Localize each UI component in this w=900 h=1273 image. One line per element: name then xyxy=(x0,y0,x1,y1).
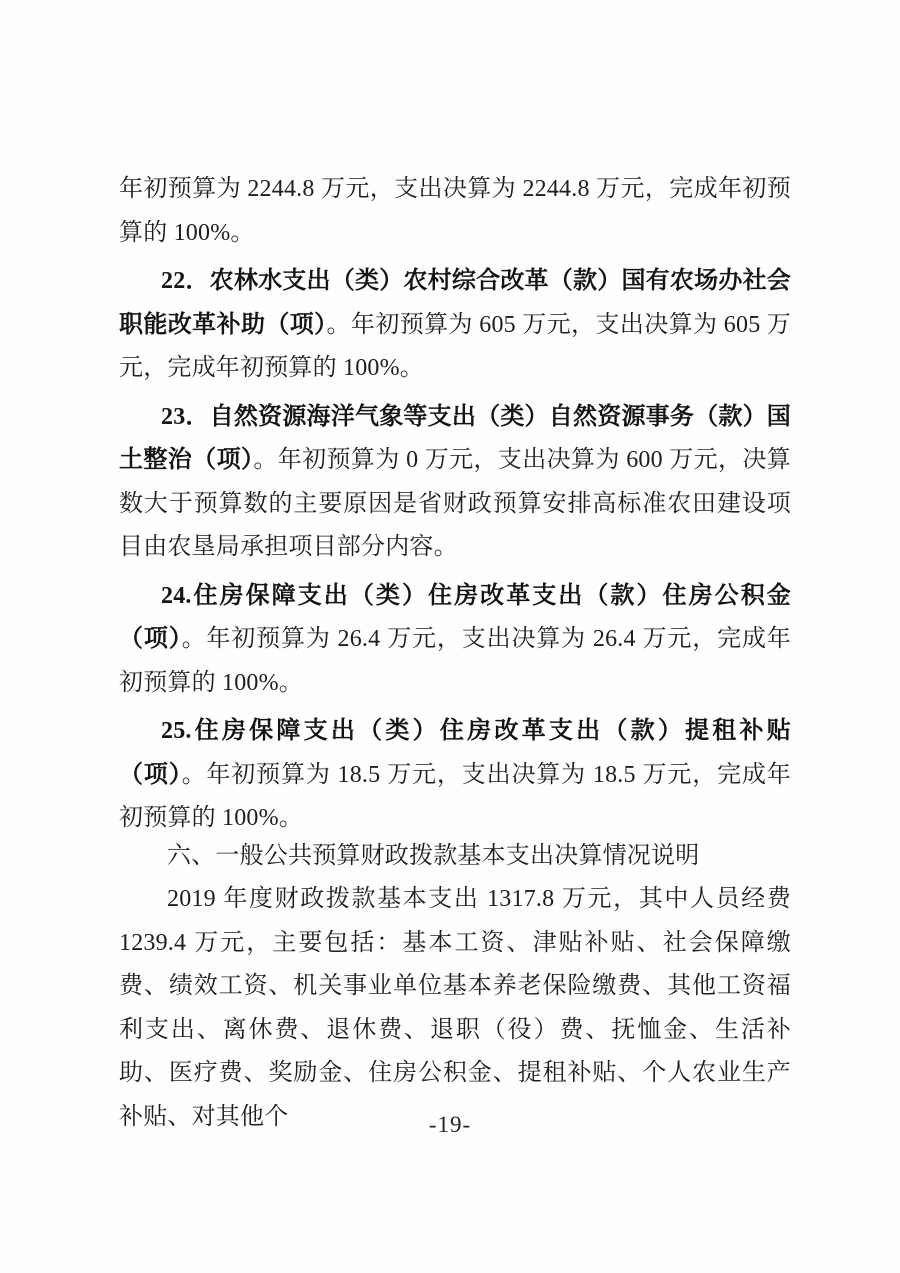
body-text-segment: 年初预算为 2244.8 万元，支出决算为 2244.8 万元，完成年初预算的 100%。 xyxy=(119,176,791,246)
para-item-22 xyxy=(119,260,791,391)
body-text-segment: 。年初预算为 0 万元，支出决算为 600 万元，决算数大于预算数的主要原因是省财政预算安排高标准农田建设项目由农垦局承担项目部分内容。 xyxy=(119,447,791,560)
para-item-25 xyxy=(119,710,791,841)
item-heading-segment: 25.住房保障支出（类）住房改革支出（款）提租补贴（项） xyxy=(119,718,791,788)
para-item-21-continuation xyxy=(119,168,791,255)
body-text-segment: 。年初预算为 605 万元，支出决算为 605 万元，完成年初预算的 100%。 xyxy=(119,311,791,381)
document-body xyxy=(119,168,791,1139)
page-footer xyxy=(0,1106,900,1144)
para-item-24 xyxy=(119,575,791,706)
body-text-segment: 六、一般公共预算财政拨款基本支出决算情况说明 xyxy=(167,842,700,869)
item-heading-segment: 24.住房保障支出（类）住房改革支出（款）住房公积金（项） xyxy=(119,582,791,652)
item-heading-segment: 22．农林水支出（类）农村综合改革（款）国有农场办社会职能改革补助（项） xyxy=(119,268,791,338)
body-text-segment: 。年初预算为 18.5 万元，支出决算为 18.5 万元，完成年初预算的 100%。 xyxy=(119,761,791,831)
para-section-6-heading xyxy=(119,835,791,879)
item-heading-segment: 23．自然资源海洋气象等支出（类）自然资源事务（款）国土整治（项） xyxy=(119,403,791,473)
body-text-segment: 。年初预算为 26.4 万元，支出决算为 26.4 万元，完成年初预算的 100%。 xyxy=(119,626,791,696)
page-number: -19- xyxy=(428,1112,472,1137)
body-text-segment: 2019 年度财政拨款基本支出 1317.8 万元，其中人员经费 1239.4 万元，主要包括：基本工资、津贴补贴、社会保障缴费、绩效工资、机关事业单位基本养老保险缴费、其他工资福利支出、离休费、退休费、退职（役）费、抚恤金、生活补助、医疗费、奖励金、住房公积金、提租补贴、个人农业生产补贴、对其他个 xyxy=(119,886,791,1130)
para-basic-expenditure-intro xyxy=(119,878,791,1139)
para-item-23 xyxy=(119,396,791,570)
